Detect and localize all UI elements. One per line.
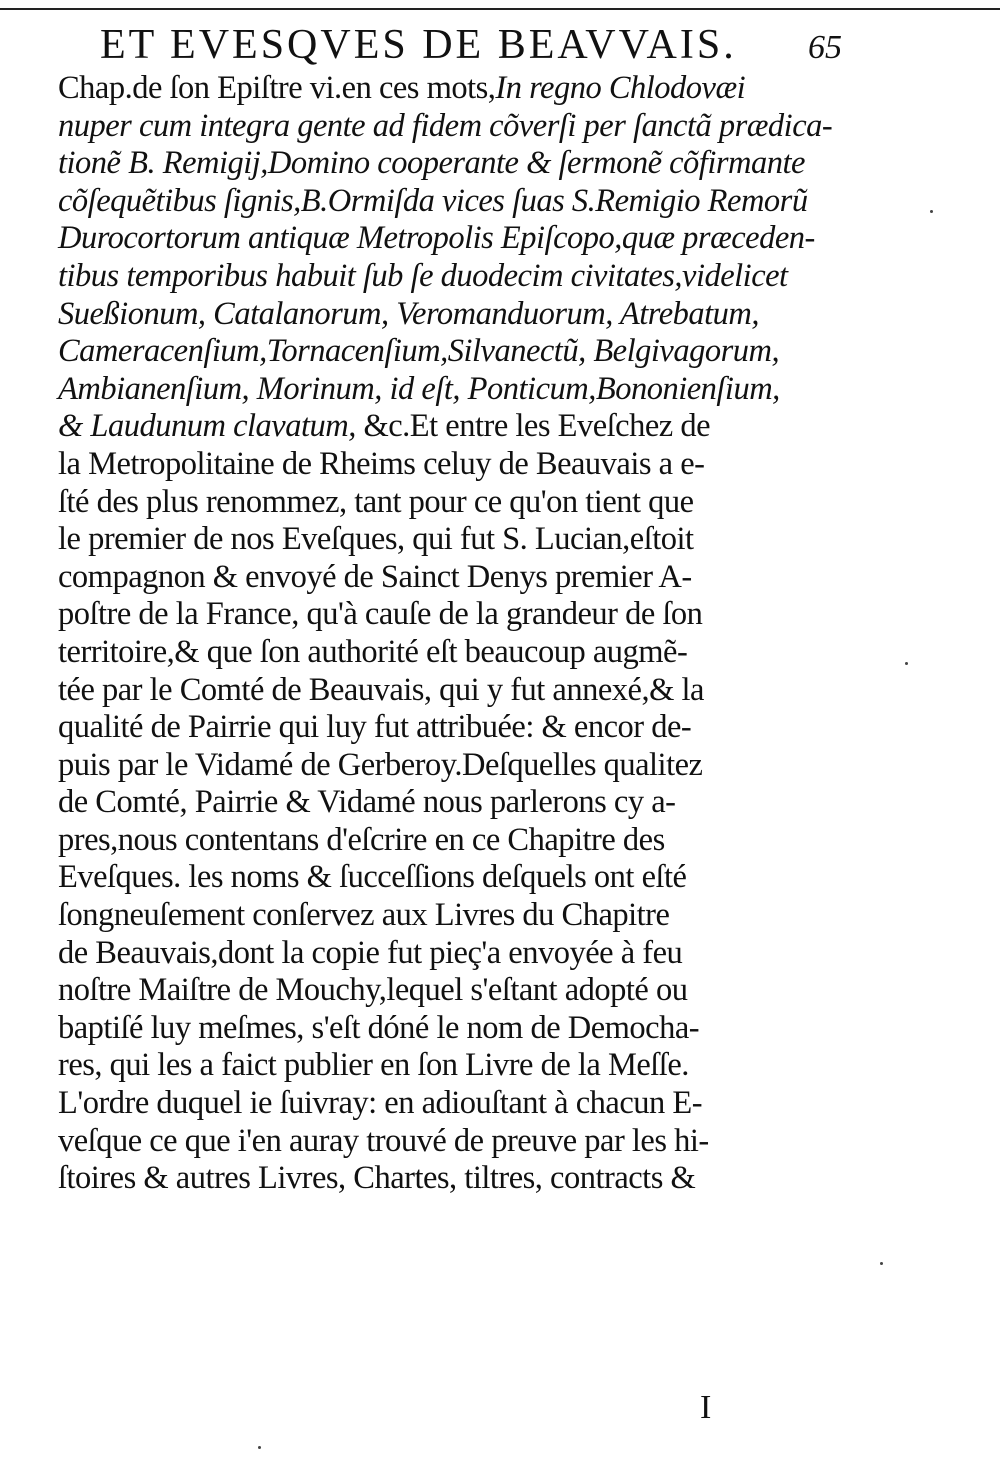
italic-segment: In regno Chlodovæi — [495, 70, 746, 106]
text-line — [58, 521, 858, 559]
text-line — [58, 484, 858, 522]
text-line — [58, 709, 858, 747]
roman-segment: pres,nous contentans d'eſcrire en ce Chapitre des — [58, 821, 665, 858]
running-title: ET EVESQVES DE BEAVVAIS. — [100, 22, 737, 68]
text-line — [58, 408, 858, 446]
text-line — [58, 258, 858, 296]
text-line — [58, 972, 858, 1010]
text-line — [58, 596, 858, 634]
roman-segment: territoire,& que ſon authorité eſt beaucoup augmẽ- — [58, 633, 688, 670]
text-line — [58, 897, 858, 935]
roman-segment: compagnon & envoyé de Sainct Denys premier A- — [58, 558, 692, 595]
text-line — [58, 145, 858, 183]
roman-segment: ſté des plus renommez, tant pour ce qu'on tient que — [58, 483, 694, 520]
roman-segment: &c.Et entre les Eveſchez de — [355, 408, 710, 445]
ink-speck — [930, 210, 933, 213]
text-line — [58, 296, 858, 334]
roman-segment: de Comté, Pairrie & Vidamé nous parlerons cy a- — [58, 784, 676, 821]
page-number: 65 — [808, 29, 842, 66]
italic-segment: tionẽ B. Remigij,Domino cooperante & ſermonẽ cõfirmante — [58, 145, 805, 182]
signature-mark: I — [700, 1389, 712, 1426]
text-line — [58, 672, 858, 710]
roman-segment: puis par le Vidamé de Gerberoy.Deſquelles qualitez — [58, 746, 703, 783]
text-line — [58, 859, 858, 897]
text-line — [58, 1047, 858, 1085]
text-line — [58, 1085, 858, 1123]
roman-segment: noſtre Maiſtre de Mouchy,lequel s'eſtant adopté ou — [58, 972, 688, 1009]
roman-segment: le premier de nos Eveſques, qui fut S. Lucian,eſtoit — [58, 521, 694, 558]
italic-segment: Sueßionum, Catalanorum, Veromanduorum, Atrebatum, — [58, 295, 760, 332]
text-line — [58, 70, 858, 108]
text-line — [58, 183, 858, 221]
ink-speck — [880, 1262, 883, 1265]
text-line — [58, 333, 858, 371]
roman-segment: ſtoires & autres Livres, Chartes, tiltres, contracts & — [58, 1160, 696, 1197]
roman-segment: poſtre de la France, qu'à cauſe de la grandeur de ſon — [58, 596, 703, 633]
text-line — [58, 935, 858, 973]
roman-segment: de Beauvais,dont la copie fut pieç'a envoyée à feu — [58, 934, 683, 971]
italic-segment: Ambianenſium, Morinum, id eſt, Ponticum,Bononienſium, — [58, 370, 780, 407]
text-line — [58, 747, 858, 785]
roman-segment: Eveſques. les noms & ſucceſſions deſquels ont eſté — [58, 859, 687, 896]
text-line — [58, 634, 858, 672]
italic-segment: cõſequẽtibus ſignis,B.Ormiſda vices ſuas S.Remigio Remorũ — [58, 182, 808, 219]
text-line — [58, 371, 858, 409]
text-line — [58, 784, 858, 822]
roman-segment: veſque ce que i'en auray trouvé de preuve par les hi- — [58, 1122, 709, 1159]
italic-segment: Cameracenſium,Tornacenſium,Silvanectũ, Belgivagorum, — [58, 333, 780, 370]
text-line — [58, 1123, 858, 1161]
body-text — [58, 70, 858, 1198]
italic-segment: Durocortorum antiquæ Metropolis Epiſcopo,quæ præceden- — [58, 220, 815, 257]
italic-segment: tibus temporibus habuit ſub ſe duodecim civitates,videlicet — [58, 257, 788, 294]
text-line — [58, 446, 858, 484]
text-line — [58, 822, 858, 860]
italic-segment: nuper cum integra gente ad fidem cõverſi per ſanctã prædica- — [58, 107, 833, 144]
roman-segment: res, qui les a faict publier en ſon Livre de la Meſſe. — [58, 1047, 689, 1084]
roman-segment: ſongneuſement conſervez aux Livres du Chapitre — [58, 897, 670, 934]
roman-segment: la Metropolitaine de Rheims celuy de Beauvais a e- — [58, 445, 705, 482]
text-line — [58, 559, 858, 597]
text-line — [58, 1010, 858, 1048]
roman-segment: Chap.de ſon Epiſtre vi.en ces mots, — [58, 70, 496, 106]
ink-speck — [258, 1446, 261, 1449]
text-line — [58, 1160, 858, 1198]
roman-segment: baptiſé luy meſmes, s'eſt dóné le nom de Democha- — [58, 1009, 700, 1046]
roman-segment: qualité de Pairrie qui luy fut attribuée: & encor de- — [58, 709, 692, 746]
top-rule — [0, 8, 1000, 10]
roman-segment: L'ordre duquel ie ſuivray: en adiouſtant à chacun E- — [58, 1085, 703, 1122]
ink-speck — [905, 662, 908, 665]
roman-segment: tée par le Comté de Beauvais, qui y fut annexé,& la — [58, 671, 704, 708]
italic-segment: & Laudunum clavatum, — [58, 408, 356, 445]
text-line — [58, 220, 858, 258]
text-line — [58, 108, 858, 146]
